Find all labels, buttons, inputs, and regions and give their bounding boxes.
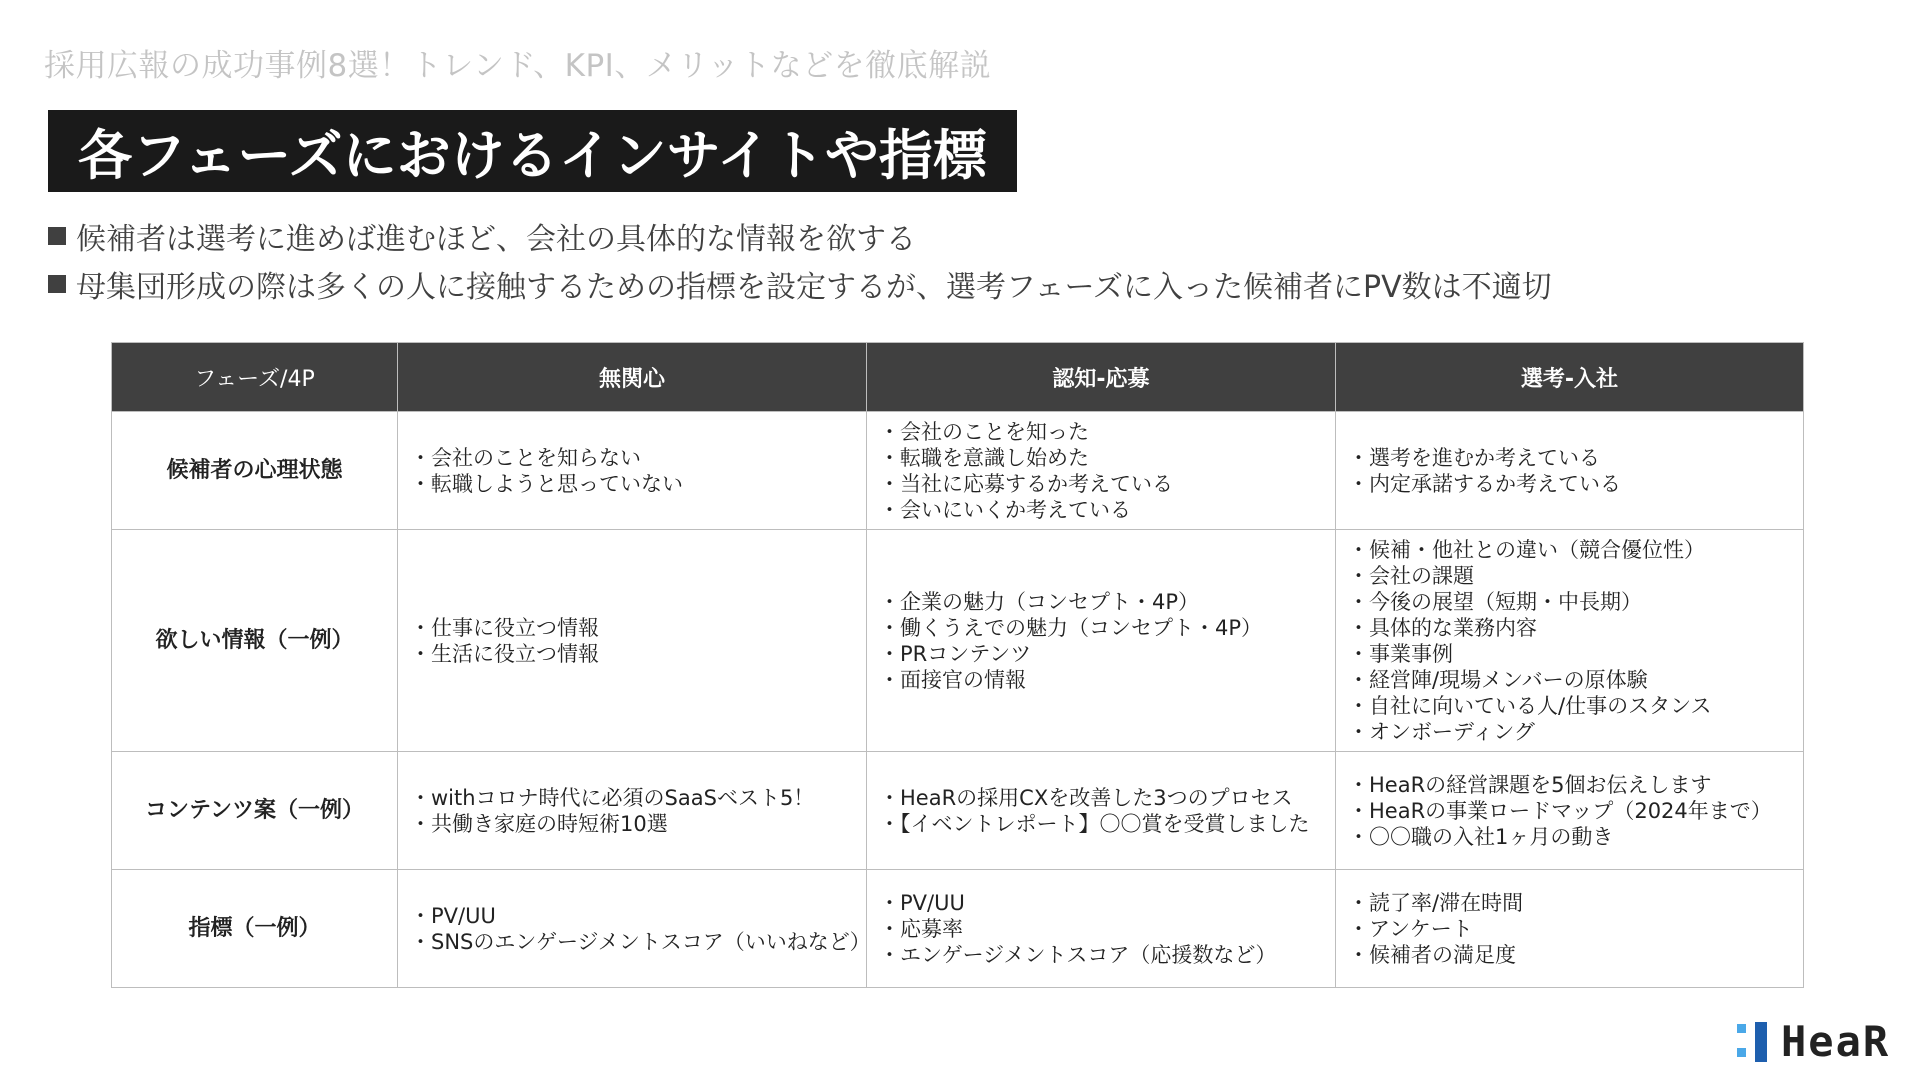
slide-title: 各フェーズにおけるインサイトや指標	[48, 110, 1017, 192]
bullet-list	[48, 212, 1552, 308]
hear-logo-icon	[1737, 1022, 1773, 1062]
cell-list-item: ・候補・他社との違い（競合優位性）	[1348, 537, 1705, 562]
cell-list-item: ・〇〇職の入社1ヶ月の動き	[1348, 824, 1614, 849]
table-header-row	[112, 343, 1804, 412]
row-label: 欲しい情報（一例）	[112, 530, 398, 752]
cell-list-item: ・PRコンテンツ	[879, 641, 1032, 666]
cell-list-item: ・エンゲージメントスコア（応援数など）	[879, 942, 1277, 967]
column-header-indifferent: 無関心	[398, 343, 867, 412]
bullet-text: 母集団形成の際は多くの人に接触するための指標を設定するが、選考フェーズに入った候補者にPV数は不適切	[76, 270, 1552, 305]
table-cell	[867, 752, 1336, 870]
cell-list-item: ・HeaRの事業ロードマップ（2024年まで）	[1348, 798, 1772, 823]
cell-list-item: ・事業事例	[1348, 641, 1453, 666]
table-cell	[398, 752, 867, 870]
logo-text: HeaR	[1781, 1017, 1891, 1066]
cell-list-item: ・自社に向いている人/仕事のスタンス	[1348, 693, 1712, 718]
cell-list-item: ・アンケート	[1348, 916, 1473, 941]
cell-list-item: ・仕事に役立つ情報	[410, 615, 599, 640]
column-header-selection-hire: 選考-入社	[1336, 343, 1804, 412]
cell-list-item: ・生活に役立つ情報	[410, 641, 599, 666]
row-candidate-mindset	[112, 412, 1804, 530]
cell-list-item: ・当社に応募するか考えている	[879, 471, 1173, 496]
cell-list-item: ・オンボーディング	[1348, 719, 1535, 744]
cell-list-item: ・経営陣/現場メンバーの原体験	[1348, 667, 1648, 692]
table-cell	[1336, 412, 1804, 530]
square-bullet-icon	[48, 275, 66, 293]
square-bullet-icon	[48, 227, 66, 245]
bullet-item	[48, 260, 1552, 308]
phase-table	[111, 342, 1804, 988]
cell-list-item: ・具体的な業務内容	[1348, 615, 1537, 640]
cell-list-item: ・HeaRの経営課題を5個お伝えします	[1348, 772, 1712, 797]
cell-list-item: ・候補者の満足度	[1348, 942, 1516, 967]
table-cell	[867, 530, 1336, 752]
cell-list-item: ・【イベントレポート】〇〇賞を受賞しました	[879, 811, 1310, 836]
cell-list-item: ・withコロナ時代に必須のSaaSベスト5！	[410, 785, 815, 810]
row-metrics	[112, 870, 1804, 988]
cell-list-item: ・企業の魅力（コンセプト・4P）	[879, 589, 1200, 614]
row-label: 候補者の心理状態	[112, 412, 398, 530]
cell-list-item: ・転職しようと思っていない	[410, 471, 683, 496]
table-cell	[1336, 870, 1804, 988]
table-cell	[867, 412, 1336, 530]
row-label: 指標（一例）	[112, 870, 398, 988]
row-desired-info	[112, 530, 1804, 752]
cell-list-item: ・内定承諾するか考えている	[1348, 471, 1621, 496]
cell-list-item: ・面接官の情報	[879, 667, 1026, 692]
table-cell	[1336, 530, 1804, 752]
cell-list-item: ・会社の課題	[1348, 563, 1474, 588]
cell-list-item: ・読了率/滞在時間	[1348, 890, 1524, 915]
table-cell	[867, 870, 1336, 988]
cell-list-item: ・会社のことを知った	[879, 419, 1089, 444]
cell-list-item: ・応募率	[879, 916, 963, 941]
cell-list-item: ・HeaRの採用CXを改善した3つのプロセス	[879, 785, 1293, 810]
cell-list-item: ・今後の展望（短期・中長期）	[1348, 589, 1642, 614]
cell-list-item: ・転職を意識し始めた	[879, 445, 1089, 470]
column-header-phase: フェーズ/4P	[112, 343, 398, 412]
table-cell	[398, 412, 867, 530]
header-caption: 採用広報の成功事例8選！トレンド、KPI、メリットなどを徹底解説	[44, 48, 992, 84]
cell-list-item: ・SNSのエンゲージメントスコア（いいねなど）	[410, 929, 871, 954]
cell-list-item: ・働くうえでの魅力（コンセプト・4P）	[879, 615, 1263, 640]
column-header-awareness-application: 認知-応募	[867, 343, 1336, 412]
hear-logo	[1737, 1017, 1890, 1066]
cell-list-item: ・PV/UU	[879, 890, 965, 915]
cell-list-item: ・会いにいくか考えている	[879, 497, 1131, 522]
cell-list-item: ・PV/UU	[410, 903, 496, 928]
cell-list-item: ・共働き家庭の時短術10選	[410, 811, 668, 836]
table-cell	[398, 530, 867, 752]
bullet-text: 候補者は選考に進めば進むほど、会社の具体的な情報を欲する	[76, 222, 916, 257]
bullet-item	[48, 212, 1552, 260]
cell-list-item: ・会社のことを知らない	[410, 445, 641, 470]
row-label: コンテンツ案（一例）	[112, 752, 398, 870]
cell-list-item: ・選考を進むか考えている	[1348, 445, 1600, 470]
table-cell	[398, 870, 871, 988]
table-cell	[1336, 752, 1804, 870]
row-content-ideas	[112, 752, 1804, 870]
